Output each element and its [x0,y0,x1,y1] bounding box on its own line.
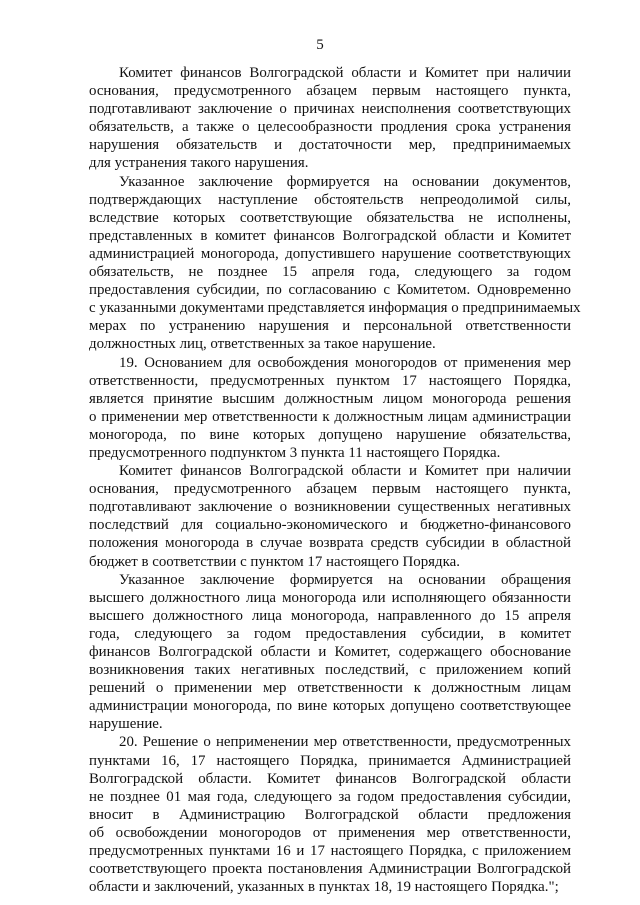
paragraph-item-20 [89,733,571,896]
paragraph-committee-conclusion-consequences [89,462,571,571]
text-line: вносит в Администрацию Волгоградской области предложения [89,806,571,823]
text-line: финансов Волгоградской области и Комитет, содержащего обоснование [89,644,571,660]
text-line: высшего должностного лица моногорода, направленного до 15 апреля [89,607,571,624]
text-line: администрации моногорода, по вине которых допущено соответствующее [89,698,571,715]
text-line: года, следующего за годом предоставления субсидии, в комитет [89,625,571,642]
text-line: последствий для социально-экономического и бюджетно-финансового [89,517,571,534]
text-line: вследствие которых соответствующие обязательства не исполнены, [89,209,571,226]
text-line: обязательств, не позднее 15 апреля года, следующего за годом [89,264,571,281]
text-line: предусмотренного подпунктом 3 пункта 11 настоящего Порядка. [89,444,501,461]
text-line: мерах по устранению нарушения и персональной ответственности [89,318,571,335]
document-body [89,64,581,896]
text-line: с указанными документами представляется информация о предпринимаемых [89,300,581,317]
text-line: предусмотренных пунктами 16 и 17 настоящего Порядка, с приложением [89,843,571,860]
paragraph-conclusion-force-majeure [89,173,581,354]
text-line: 20. Решение о неприменении мер ответственности, предусмотренных [119,734,571,751]
text-line: администрацией моногорода, допустившего нарушение соответствующих [89,245,571,262]
text-line: является принятие высшим должностным лицом моногорода решения [89,390,571,407]
text-line: не позднее 01 мая года, следующего за годом предоставления субсидии, [89,788,571,805]
text-line: положения моногорода в случае возврата средств субсидии в областной [89,535,571,552]
text-line: Указанное заключение формируется на основании документов, [119,173,571,190]
text-line: бюджет в соответствии с пунктом 17 настоящего Порядка. [89,553,460,570]
text-line: подготавливают заключение о причинах неисполнения соответствующих [89,101,571,118]
text-line: основания, предусмотренного абзацем первым настоящего пункта, [89,83,571,100]
text-line: для устранения такого нарушения. [89,155,309,172]
text-line: 19. Основанием для освобождения моногородов от применения мер [119,354,571,371]
text-line: предоставления субсидии, по согласованию с Комитетом. Одновременно [89,282,571,299]
text-line: ответственности, предусмотренных пунктом 17 настоящего Порядка, [89,372,571,389]
text-line: представленных в комитет финансов Волгоградской области и Комитет [89,227,571,244]
text-line: нарушение. [89,716,163,733]
text-line: Комитет финансов Волгоградской области и Комитет при наличии [119,463,571,480]
paragraph-committee-conclusion-reasons [89,64,571,173]
text-line: высшего должностного лица моногорода или исполняющего обязанности [89,589,571,606]
page-number: 5 [316,37,324,53]
text-line: нарушения обязательств и достаточности мер, предпринимаемых [89,137,571,154]
text-line: об освобождении моногородов от применения мер ответственности, [89,824,571,841]
text-line: решений о применении мер ответственности к должностным лицам [89,680,571,697]
text-line: моногорода, по вине которых допущено нарушение обязательства, [89,426,571,443]
text-line: Комитет финансов Волгоградской области и Комитет при наличии [119,65,571,81]
text-line: Волгоградской области. Комитет финансов Волгоградской области [89,770,571,787]
paragraph-item-19 [89,354,571,463]
text-line: основания, предусмотренного абзацем первым настоящего пункта, [89,481,571,498]
text-line: должностных лиц, ответственных за такое нарушение. [89,336,436,353]
text-line: о применении мер ответственности к должностным лицам администрации [89,408,571,425]
text-line: возникновения таких негативных последствий, с приложением копий [89,662,571,679]
text-line: области и заключений, указанных в пунктах 18, 19 настоящего Порядка."; [89,879,559,896]
paragraph-conclusion-appeal [89,571,571,734]
text-line: соответствующего проекта постановления Администрации Волгоградской [89,861,571,878]
text-line: пунктами 16, 17 настоящего Порядка, принимается Администрацией [89,752,571,769]
text-line: обязательств, а также о целесообразности продления срока устранения [89,119,571,136]
text-line: подготавливают заключение о возникновении существенных негативных [89,499,571,516]
text-line: Указанное заключение формируется на основании обращения [119,571,571,588]
text-line: подтверждающих наступление обстоятельств непреодолимой силы, [89,191,571,208]
